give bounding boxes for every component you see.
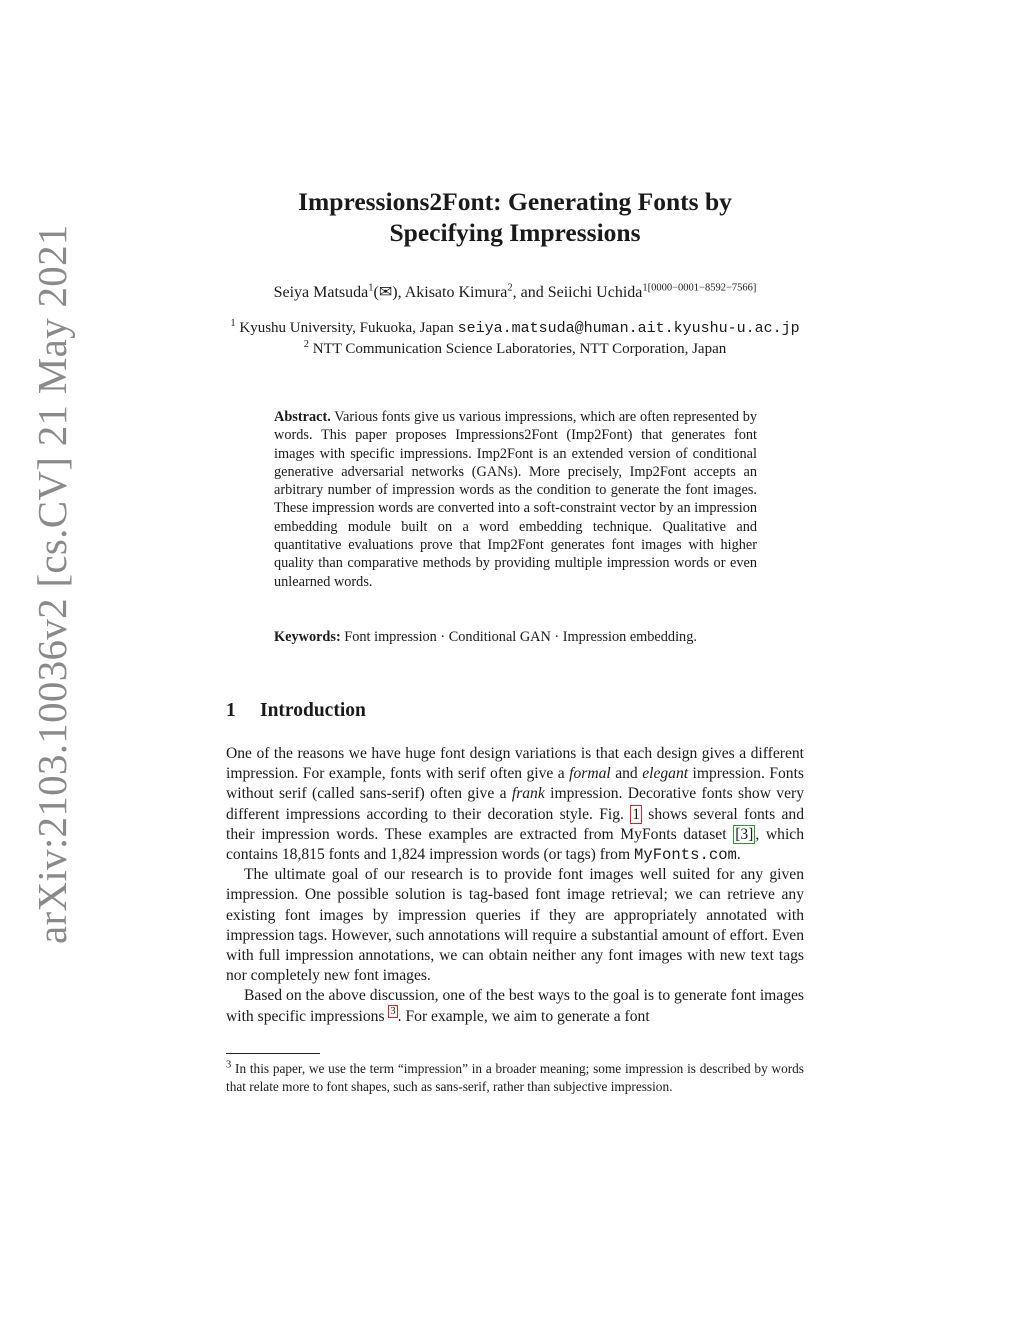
author-name: Akisato Kimura (404, 284, 508, 301)
footnote-mark: 3 (226, 1059, 232, 1071)
title-line-2: Specifying Impressions (389, 218, 641, 247)
figure-reference-link[interactable]: 1 (632, 805, 641, 823)
arxiv-identifier: arXiv:2103.10036v2 [cs.CV] 21 May 2021 (29, 224, 75, 944)
introduction-body (226, 744, 804, 1027)
text-run: One of the reasons we have huge font design variations is that each design gives a different impression. For example, fonts with serif often give a (226, 745, 804, 783)
text-run: and (610, 765, 643, 783)
orcid-mark: 1[0000−0001−8592−7566] (642, 282, 757, 294)
keywords-text: Font impression · Conditional GAN · Impression embedding. (344, 629, 697, 645)
author-separator: , (397, 284, 405, 301)
citation-link[interactable]: [3] (735, 825, 754, 843)
paper-title (226, 186, 804, 248)
text-run: . (736, 846, 741, 864)
affiliation-1 (226, 318, 804, 339)
affiliation-text: Kyushu University, Fukuoka, Japan (239, 320, 454, 336)
affiliations (226, 318, 804, 359)
footnote-link[interactable]: 3 (390, 1006, 396, 1018)
section-number: 1 (226, 700, 236, 721)
author-separator: , and (512, 284, 548, 301)
site-name: MyFonts.com (633, 846, 737, 865)
emphasis: frank (511, 785, 545, 803)
keywords-label: Keywords: (274, 629, 341, 645)
footnote-text: In this paper, we use the term “impression” in a broader meaning; some impression is described by words that relate more to font shapes, such as sans-serif, rather than subjective impression. (226, 1061, 804, 1095)
affiliation-text: NTT Communication Science Laboratories, NTT Corporation, Japan (312, 341, 727, 357)
emphasis: elegant (642, 765, 689, 783)
email-icon: (✉) (373, 284, 398, 301)
paragraph (226, 744, 804, 865)
affiliation-mark: 1 (230, 318, 236, 329)
keywords (274, 628, 757, 646)
title-line-1: Impressions2Font: Generating Fonts by (298, 187, 732, 216)
author-name: Seiya Matsuda (273, 284, 369, 301)
footnote-divider (226, 1053, 320, 1054)
footnote (226, 1060, 804, 1096)
text-run: Based on the above discussion, one of the best ways to the goal is to generate font images with specific impressions (226, 987, 804, 1025)
text-run: , which contains 18,815 fonts and 1,824 impression words (or tags) from (226, 825, 805, 864)
affiliation-mark: 2 (303, 339, 309, 350)
text-run: impression. Fonts without serif (called sans-serif) often give a (226, 765, 804, 803)
email-link[interactable]: seiya.matsuda@human.ait.kyushu-u.ac.jp (457, 320, 800, 337)
abstract-text: Various fonts give us various impressions, which are often represented by words. This paper proposes Impressions2Font (Imp2Font) that generates font images with specific impressions. Imp2Font is an extended version of conditional generative adversarial networks (GANs). More precisely, Imp2Font accepts an arbitrary number of impression words as the condition to generate the font images. These impression words are converted into a soft-constraint vector by an impression embedding module built on a word embedding technique. Qualitative and quantitative evaluations prove that Imp2Font generates font images with higher quality than comparative methods by providing multiple impression words or even unlearned words. (274, 409, 757, 590)
emphasis: formal (569, 765, 611, 783)
section-title: Introduction (260, 700, 366, 721)
paragraph (226, 986, 804, 1026)
affiliation-mark: 2 (507, 282, 513, 294)
abstract-label: Abstract. (274, 409, 331, 425)
text-run: shows several fonts and their impression words. These examples are extracted from MyFonts dataset (226, 805, 804, 843)
affiliation-2 (226, 339, 804, 359)
section-heading (226, 700, 366, 722)
affiliation-mark: 1 (368, 282, 374, 294)
author-list (226, 283, 804, 303)
paragraph: The ultimate goal of our research is to provide font images well suited for any given impression. One possible solution is tag-based font image retrieval; we can retrieve any existing font images by impression queries if they are appropriately annotated with impression tags. However, such annotations will require a substantial amount of effort. Even with full impression annotations, we can obtain neither any font images with new text tags nor completely new font images. (226, 866, 804, 985)
text-run: . For example, we aim to generate a font (397, 1007, 650, 1025)
text-run: impression. Decorative fonts show very different impressions according to their decoration style. Fig. (226, 785, 804, 823)
abstract (274, 408, 757, 591)
author-name: Seiichi Uchida (547, 284, 643, 301)
